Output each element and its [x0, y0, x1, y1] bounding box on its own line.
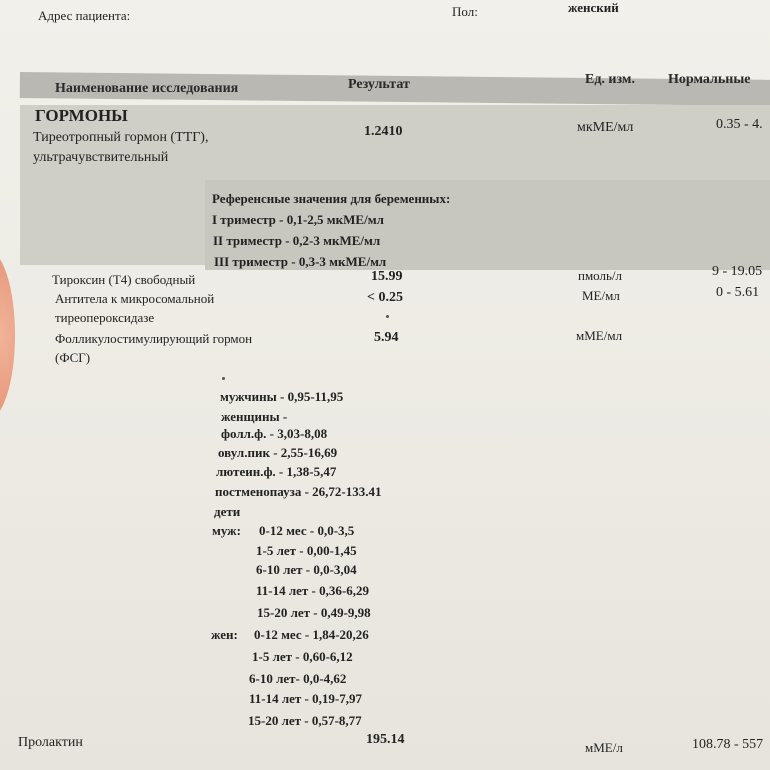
prl-name: Пролактин — [18, 735, 83, 750]
boys-ref-line: 11-14 лет - 0,36-6,29 — [256, 583, 369, 598]
sex-value: женский — [568, 0, 619, 15]
boys-ref-line: 6-10 лет - 0,0-3,04 — [256, 562, 357, 577]
girls-ref-line: 15-20 лет - 0,57-8,77 — [248, 713, 362, 728]
tpo-name: Антитела к микросомальной — [55, 291, 215, 306]
pregnancy-ref-line: I триместр - 0,1-2,5 мкМЕ/мл — [212, 212, 384, 227]
pregnancy-ref-title: Референсные значения для беременных: — [212, 191, 451, 206]
fsh-ref-line: лютеин.ф. - 1,38-5,47 — [216, 464, 337, 479]
girls-ref-line: 6-10 лет- 0,0-4,62 — [249, 671, 347, 686]
t4-result: 15.99 — [371, 269, 403, 284]
tsh-unit: мкМЕ/мл — [577, 120, 634, 135]
fsh-ref-line: фолл.ф. - 3,03-8,08 — [221, 426, 328, 441]
tpo-unit: МЕ/мл — [582, 288, 620, 303]
boys-ref-line: 0-12 мес - 0,0-3,5 — [259, 523, 355, 538]
tpo-result: < 0.25 — [367, 290, 403, 305]
fsh-ref-line: дети — [214, 504, 241, 519]
tsh-result: 1.2410 — [364, 124, 403, 139]
boys-ref-line: 15-20 лет - 0,49-9,98 — [257, 605, 371, 620]
boys-ref-line: 1-5 лет - 0,00-1,45 — [256, 543, 357, 558]
address-label: Адрес пациента: — [38, 8, 131, 23]
pregnancy-ref-line: III триместр - 0,3-3 мкМЕ/мл — [214, 254, 387, 269]
girls-ref-line: 0-12 мес - 1,84-20,26 — [254, 627, 369, 642]
col-header-unit: Ед. изм. — [585, 72, 635, 87]
finger-shadow — [0, 250, 15, 420]
prl-norm: 108.78 - 557 — [692, 737, 764, 752]
t4-unit: пмоль/л — [578, 268, 623, 283]
tsh-norm: 0.35 - 4. — [716, 117, 763, 132]
fsh-ref-line: женщины - — [221, 409, 288, 424]
fsh-name-2: (ФСГ) — [55, 350, 91, 365]
speck — [386, 315, 389, 318]
fsh-ref-line: мужчины - 0,95-11,95 — [220, 389, 344, 404]
tsh-name: Тиреотропный гормон (ТТГ), — [33, 130, 209, 145]
fsh-ref-line: постменопауза - 26,72-133.41 — [215, 484, 382, 499]
prl-result: 195.14 — [366, 732, 405, 747]
girls-ref-line: 1-5 лет - 0,60-6,12 — [252, 649, 353, 664]
tpo-norm: 0 - 5.61 — [716, 285, 760, 300]
sex-label: Пол: — [452, 4, 478, 19]
col-header-result: Результат — [348, 77, 410, 92]
col-header-norm: Нормальные — [668, 72, 751, 87]
pregnancy-ref-line: II триместр - 0,2-3 мкМЕ/мл — [213, 233, 381, 248]
boys-label: муж: — [212, 523, 241, 538]
t4-norm: 9 - 19.05 — [712, 264, 763, 279]
fsh-ref-line: овул.пик - 2,55-16,69 — [218, 445, 338, 460]
section-title: ГОРМОНЫ — [35, 106, 128, 125]
girls-label: жен: — [211, 627, 238, 642]
fsh-result: 5.94 — [374, 330, 399, 345]
tsh-name-2: ультрачувствительный — [33, 150, 169, 165]
prl-unit: мМЕ/л — [585, 740, 623, 755]
tpo-name-2: тиреопероксидазе — [55, 310, 155, 325]
fsh-name: Фолликулостимулирующий гормон — [55, 331, 253, 346]
girls-ref-line: 11-14 лет - 0,19-7,97 — [249, 691, 362, 706]
col-header-name: Наименование исследования — [55, 81, 239, 96]
t4-name: Тироксин (Т4) свободный — [52, 272, 196, 287]
fsh-unit: мМЕ/мл — [576, 328, 623, 343]
speck — [222, 377, 225, 380]
